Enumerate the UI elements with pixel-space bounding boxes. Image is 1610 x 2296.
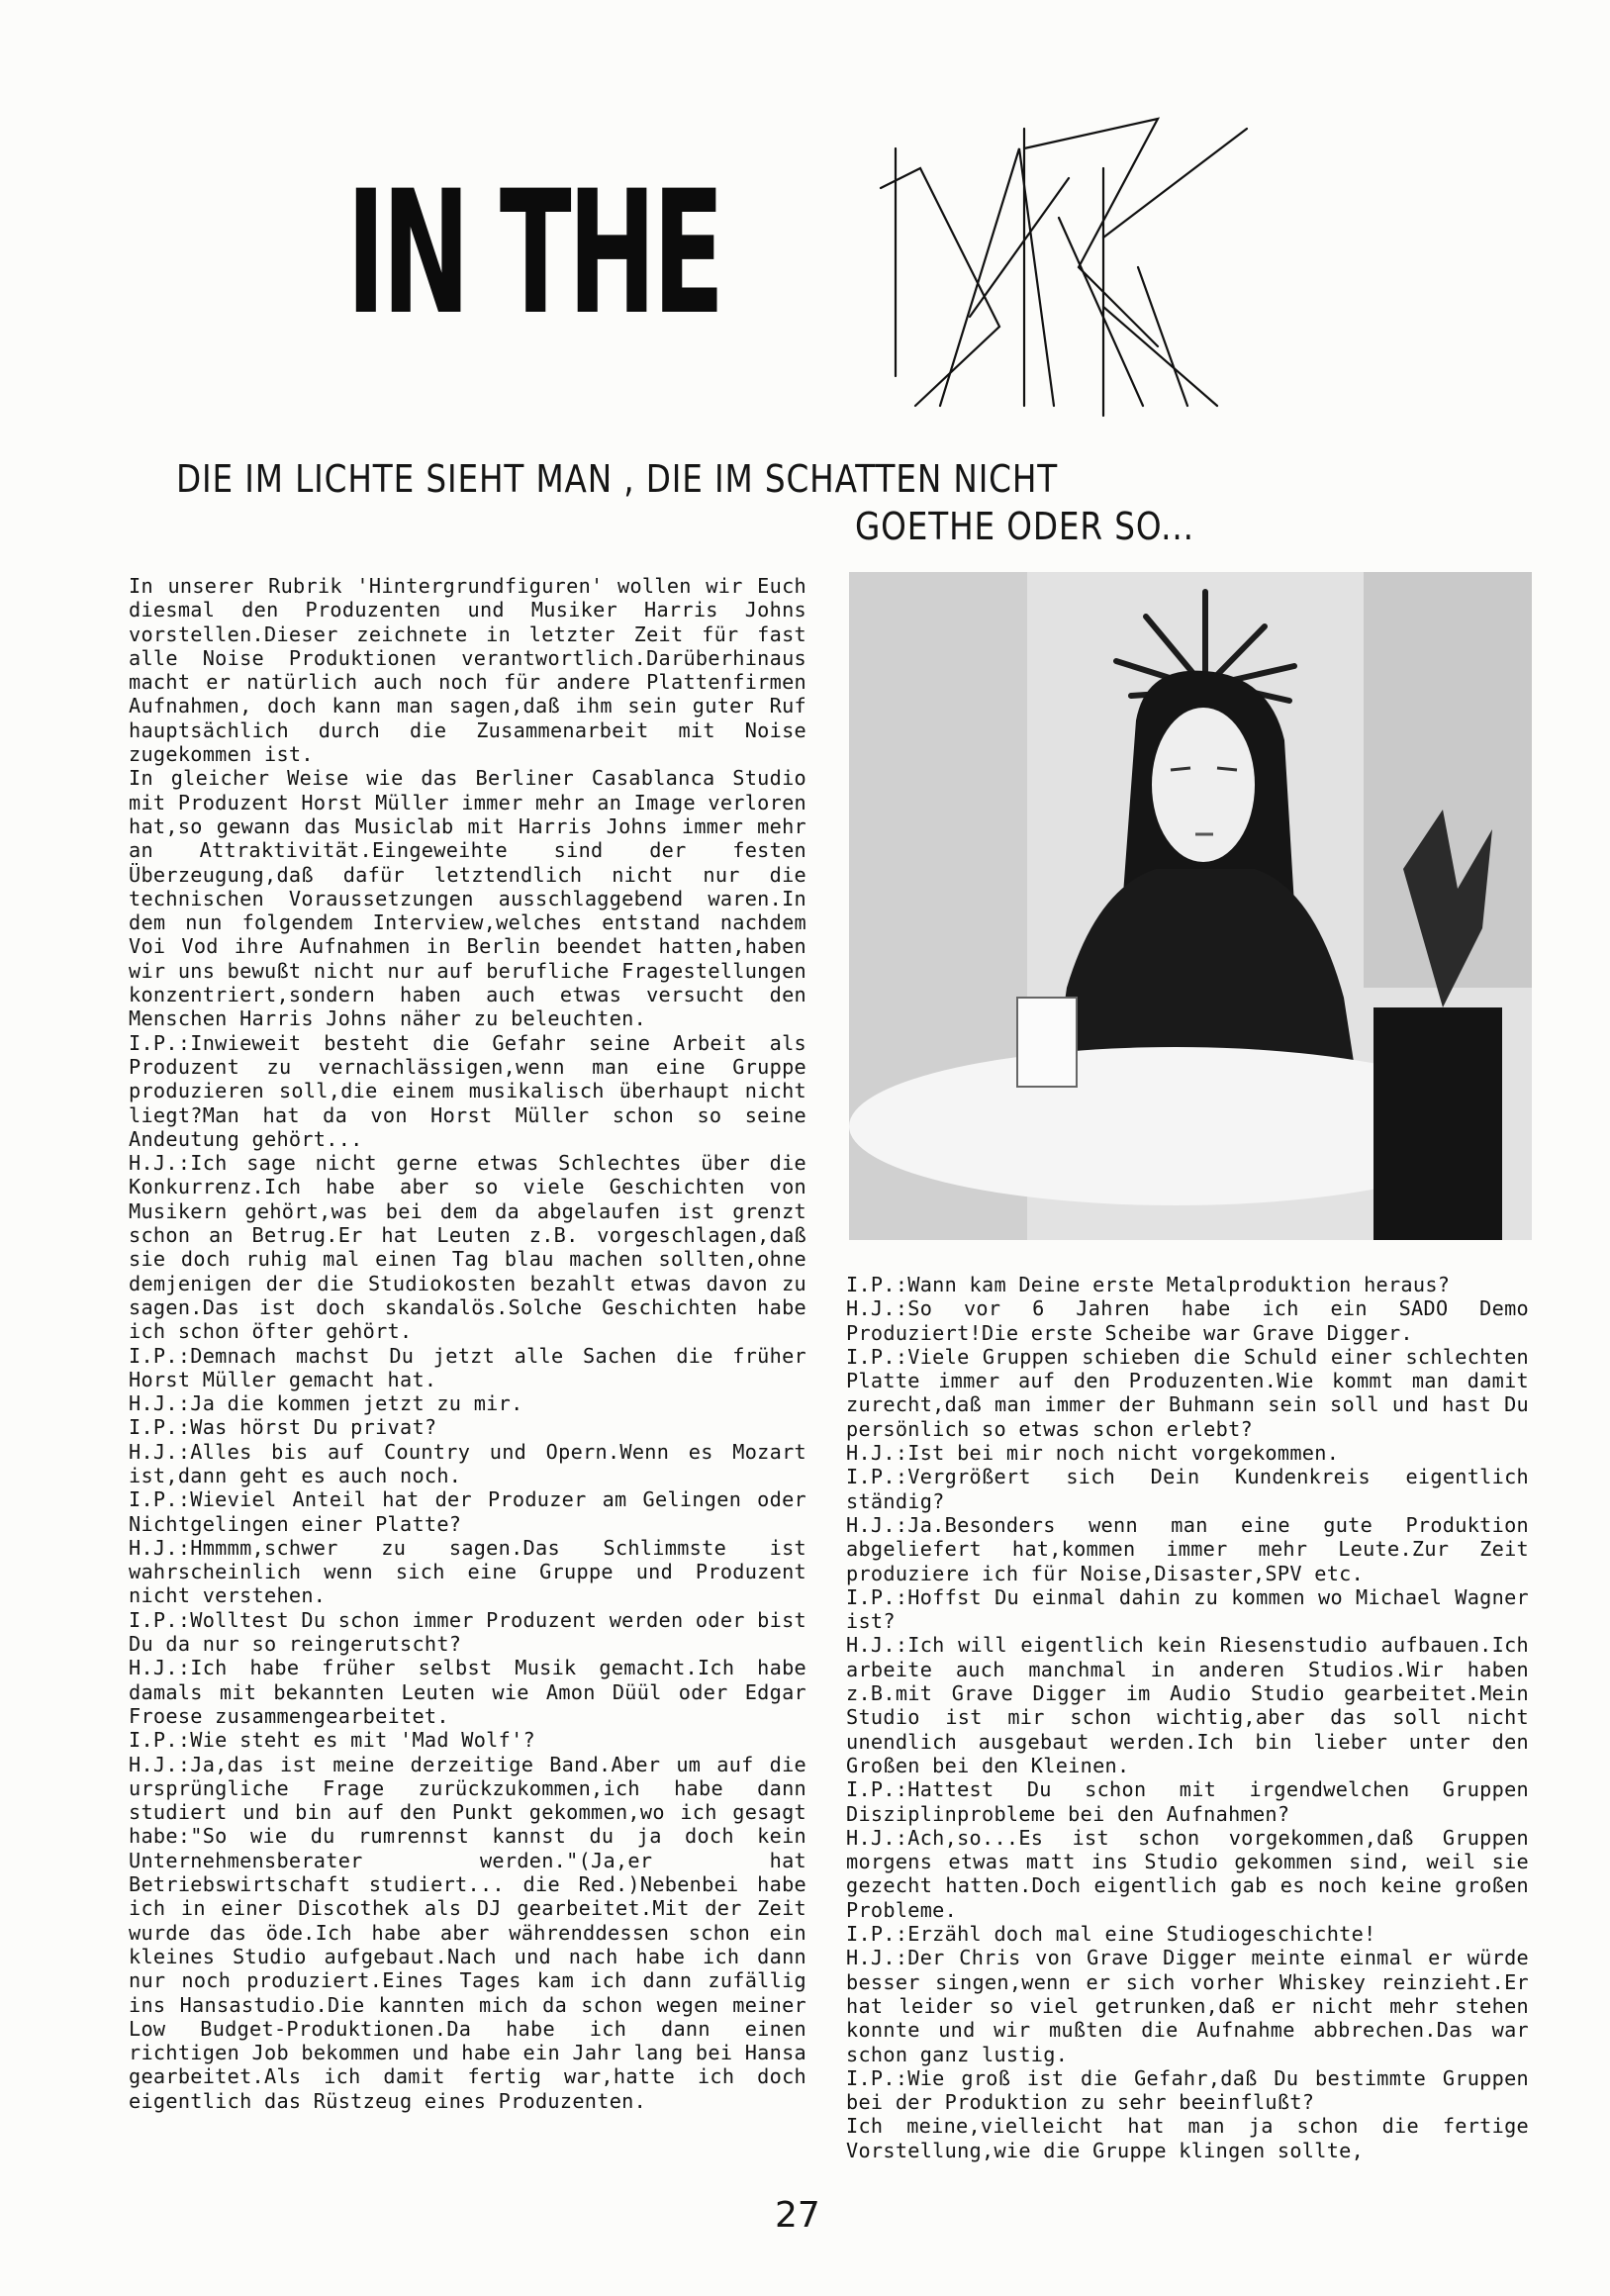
paragraph: H.J.:Ich sage nicht gerne etwas Schlechtes über die Konkurrenz.Ich habe aber so viele Geschichten von Musikern gehört,was bei dem da abgelaufen ist grenzt schon an Betrug.Er hat Leuten z.B. vorgeschlagen,daß sie doch ruhig mal einen Tag blau machen sollten,ohne demjenigen der die Studiokosten bezahlt etwas davon zu sagen.Das ist doch skandalös.Solche Geschichten habe ich schon öfter gehört. (129, 1151, 806, 1344)
paragraph: In gleicher Weise wie das Berliner Casablanca Studio mit Produzent Horst Müller immer mehr an Image verloren hat,so gewann das Musiclab mit Harris Johns immer mehr an Attraktivität.Eingeweihte sind der festen Überzeugung,daß dafür letztendlich nicht nur die technischen Voraussetzungen ausschlaggebend waren.In dem nun folgendem Interview,welches entstand nachdem Voi Vod ihre Aufnahmen in Berlin beendet hatten,haben wir uns bewußt nicht nur auf berufliche Fragestellungen konzentriert,sondern haben auch etwas versucht den Menschen Harris Johns näher zu beleuchten. (129, 766, 806, 1031)
paragraph: H.J.:Hmmmm,schwer zu sagen.Das Schlimmste ist wahrscheinlich wenn sich eine Gruppe und Produzent nicht verstehen. (129, 1535, 806, 1608)
paragraph: I.P.:Wann kam Deine erste Metalproduktion heraus? (846, 1273, 1451, 1296)
paragraph: Ich meine,vielleicht hat man ja schon die fertige Vorstellung,wie die Gruppe klingen sollte, (846, 2114, 1529, 2162)
page-number: 27 (775, 2195, 820, 2236)
portrait-photo (849, 572, 1532, 1240)
paragraph: H.J.:Ja die kommen jetzt zu mir. (129, 1391, 523, 1416)
article-right-column (846, 1273, 1529, 2223)
paragraph: H.J.:Alles bis auf Country und Opern.Wenn es Mozart ist,dann geht es auch noch. (129, 1439, 806, 1487)
paragraph: H.J.:Ich will eigentlich kein Riesenstudio aufbauen.Ich arbeite auch manchmal in anderen Studios.Wir haben z.B.mit Grave Digger im Audio Studio gearbeitet.Mein Studio ist mir schon wichtig,aber das soll nicht unendlich ausgebaut werden.Ich bin lieber unter den Großen bei den Kleinen. (846, 1633, 1529, 1777)
paragraph: I.P.:Erzähl doch mal eine Studiogeschichte! (846, 1922, 1376, 1947)
paragraph: I.P.:Demnach machst Du jetzt alle Sachen die früher Horst Müller gemacht hat. (129, 1343, 806, 1391)
paragraph: I.P.:Wieviel Anteil hat der Produzer am Gelingen oder Nichtgelingen einer Platte? (129, 1487, 806, 1536)
paragraph: H.J.:So vor 6 Jahren habe ich ein SADO Demo Produziert!Die erste Scheibe war Grave Digger. (846, 1296, 1529, 1345)
paragraph: In unserer Rubrik 'Hintergrundfiguren' wollen wir Euch diesmal den Produzenten und Musiker Harris Johns vorstellen.Dieser zeichnete in letzter Zeit für fast alle Noise Produktionen verantwortlich.Darüberhinaus macht er natürlich auch noch für andere Plattenfirmen Aufnahmen, doch kann man sagen,daß ihm sein guter Ruf hauptsächlich durch die Zusammenarbeit mit Noise zugekommen ist. (129, 574, 806, 767)
paragraph: I.P.:Viele Gruppen schieben die Schuld einer schlechten Platte immer auf den Produzenten.Wie kommt man damit zurecht,daß man immer der Buhmann sein soll und hast Du persönlich so etwas schon erlebt? (846, 1344, 1529, 1441)
title-bold-text: IN THE (346, 153, 721, 352)
article-title (346, 148, 1257, 406)
paragraph: I.P.:Hattest Du schon mit irgendwelchen Gruppen Disziplinprobleme bei den Aufnahmen? (846, 1777, 1529, 1826)
paragraph: H.J.:Ja.Besonders wenn man eine gute Produktion abgeliefert hat,kommen immer mehr Leute.Zur Zeit produziere ich für Noise,Disaster,SPV etc. (846, 1512, 1529, 1585)
dark-lettering-drawing (861, 109, 1277, 426)
paragraph: I.P.:Wie groß ist die Gefahr,daß Du bestimmte Gruppen bei der Produktion zu sehr beeinflußt? (846, 2065, 1529, 2115)
paragraph: I.P.:Wolltest Du schon immer Produzent werden oder bist Du da nur so reingerutscht? (129, 1607, 806, 1657)
paragraph: H.J.:Ja,das ist meine derzeitige Band.Aber um auf die ursprüngliche Frage zurückzukommen,ich habe dann studiert und bin auf den Punkt gekommen,wo ich gesagt habe:"So wie du rumrennst kannst du ja doch kein Unternehmensberater werden."(Ja,er hat Betriebswirtschaft studiert... die Red.)Nebenbei habe ich in einer Discothek als DJ gearbeitet.Mit der Zeit wurde das öde.Ich habe aber währenddessen schon ein kleines Studio aufgebaut.Nach und nach habe ich dann nur noch produziert.Eines Tages kam ich dann zufällig ins Hansastudio.Die kannten mich da schon wegen meiner Low Budget-Produktionen.Da habe ich dann einen richtigen Job bekommen und habe ein Jahr lang bei Hansa gearbeitet.Als ich damit fertig war,hatte ich doch eigentlich das Rüstzeug eines Produzenten. (129, 1752, 806, 2113)
portrait-photo-drawing (849, 572, 1532, 1240)
paragraph: H.J.:Ist bei mir noch nicht vorgekommen. (846, 1441, 1340, 1466)
paragraph: I.P.:Was hörst Du privat? (129, 1415, 437, 1440)
article-left-column (129, 574, 806, 2207)
paragraph: H.J.:Ach,so...Es ist schon vorgekommen,daß Gruppen morgens etwas matt ins Studio gekommen sind, weil sie gezecht hatten.Doch eigentlich gab es noch keine großen Probleme. (846, 1825, 1529, 1922)
epigraph-line-2: GOETHE ODER SO... (855, 505, 1194, 548)
paragraph: H.J.:Der Chris von Grave Digger meinte einmal er würde besser singen,wenn er sich vorher Whiskey reinzieht.Er hat leider so viel getrunken,daß er nicht mehr stehen konnte und wir mußten die Aufnahme abbrechen.Das war schon ganz lustig. (846, 1946, 1529, 2066)
paragraph: I.P.:Hoffst Du einmal dahin zu kommen wo Michael Wagner ist? (846, 1584, 1529, 1634)
paragraph: H.J.:Ich habe früher selbst Musik gemacht.Ich habe damals mit bekannten Leuten wie Amon Düül oder Edgar Froese zusammengearbeitet. (129, 1656, 806, 1728)
paragraph: I.P.:Wie steht es mit 'Mad Wolf'? (129, 1728, 535, 1753)
paragraph: I.P.:Vergrößert sich Dein Kundenkreis eigentlich ständig? (846, 1465, 1529, 1513)
paragraph: I.P.:Inwieweit besteht die Gefahr seine Arbeit als Produzent zu vernachlässigen,wenn man eine Gruppe produzieren soll,die einem musikalisch überhaupt nicht liegt?Man hat da von Horst Müller schon so seine Andeutung gehört... (129, 1030, 806, 1151)
epigraph-line-1: DIE IM LICHTE SIEHT MAN , DIE IM SCHATTEN NICHT (176, 457, 1059, 501)
